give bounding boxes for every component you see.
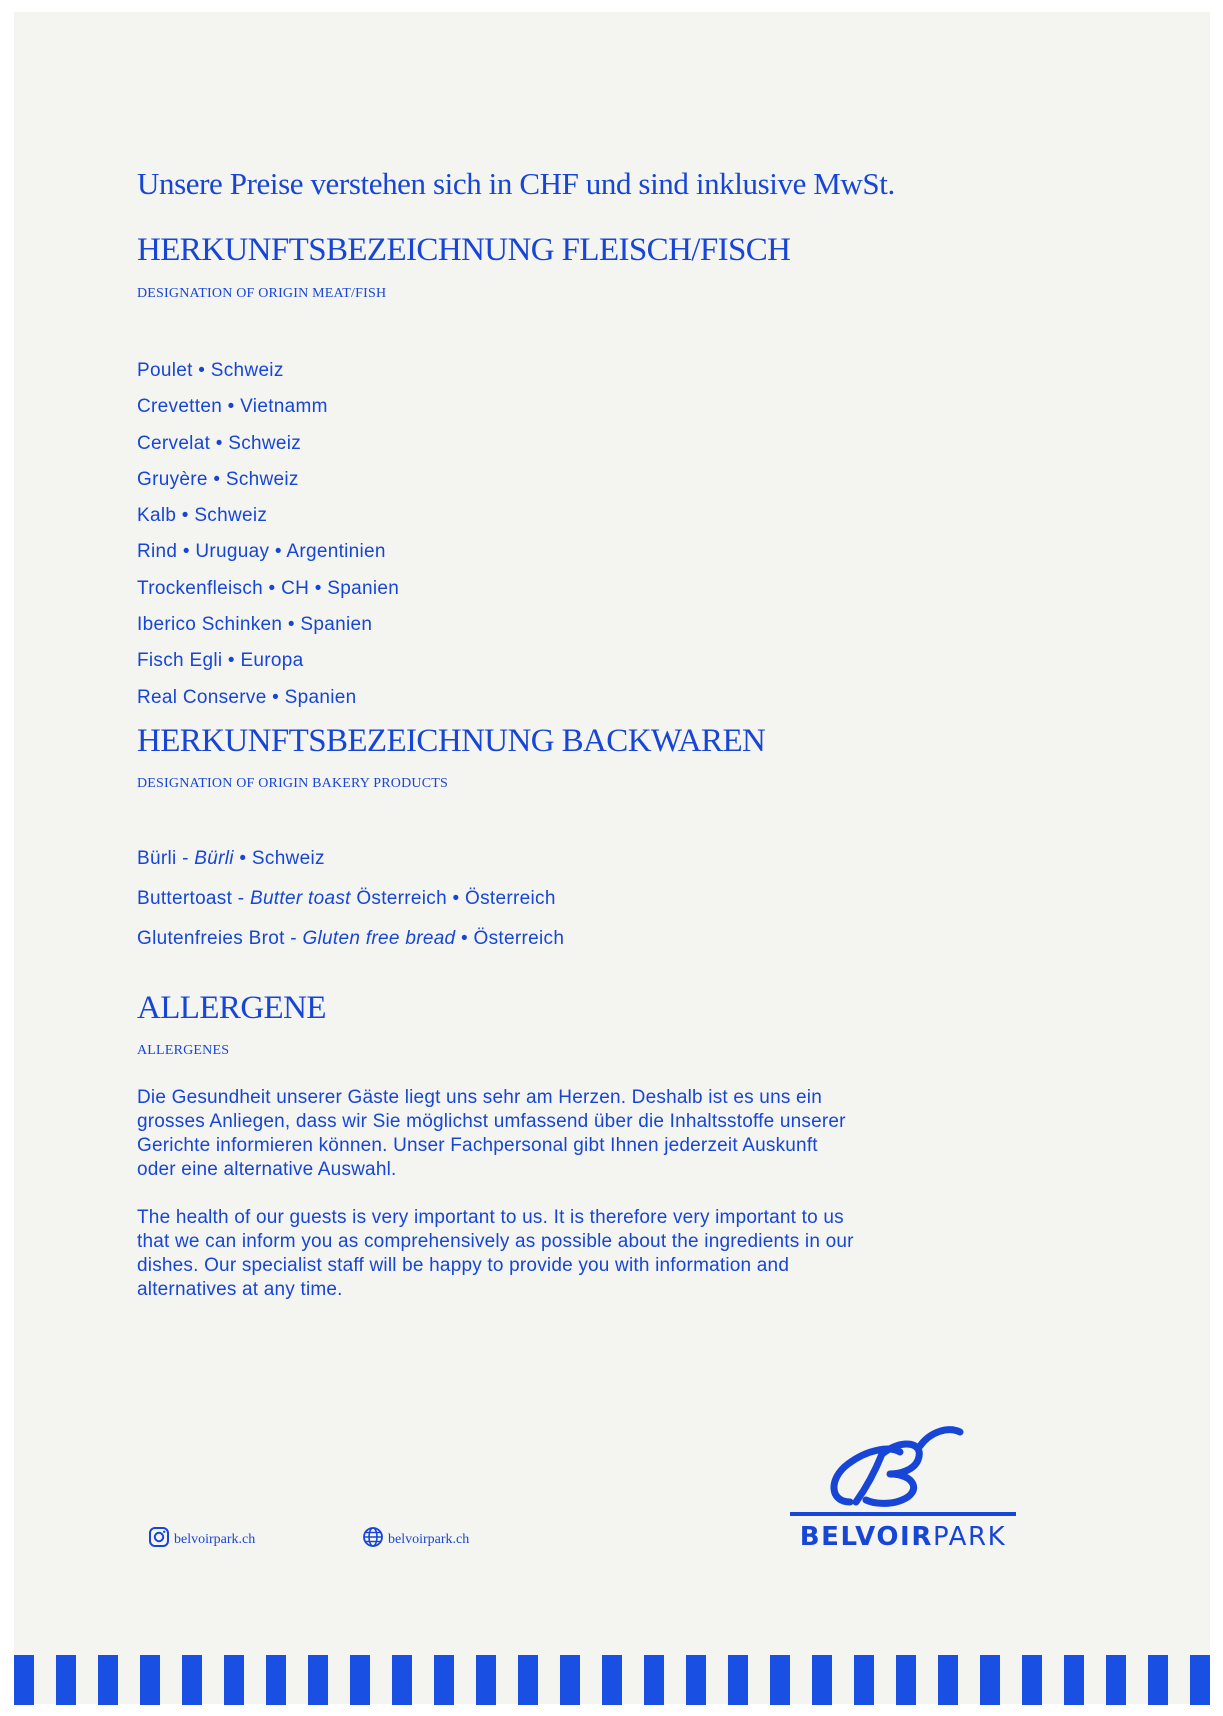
list-item: Poulet • Schweiz	[137, 360, 284, 381]
globe-icon	[362, 1526, 384, 1553]
list-item: Iberico Schinken • Spanien	[137, 614, 373, 636]
instagram-handle: belvoirpark.ch	[174, 1531, 256, 1547]
allergens-text-en: The health of our guests is very important to us. It is therefore very important to us that we can inform you as comprehensively as possible about the ingredients in our dishes. Our specialist staff will be happy to provide you with information and alternatives at any time.	[137, 1207, 854, 1300]
list-item: Glutenfreies Brot - Gluten free bread • Österreich	[137, 928, 565, 949]
meat-fish-subheading: DESIGNATION OF ORIGIN MEAT/FISH	[137, 286, 387, 301]
list-item: Rind • Uruguay • Argentinien	[137, 541, 386, 563]
list-item: Kalb • Schweiz	[137, 505, 268, 527]
list-item: Bürli - Bürli • Schweiz	[137, 848, 325, 869]
list-item: Trockenfleisch • CH • Spanien	[137, 577, 400, 599]
list-item: Cervelat • Schweiz	[137, 432, 302, 454]
logo-rule	[790, 1512, 1016, 1516]
bakery-subheading: DESIGNATION OF ORIGIN BAKERY PRODUCTS	[137, 776, 449, 791]
bakery-heading: HERKUNFTSBEZEICHNUNG BACKWAREN	[137, 723, 766, 759]
meat-fish-list	[137, 360, 399, 723]
instagram-icon	[148, 1526, 170, 1553]
website-url: belvoirpark.ch	[388, 1531, 470, 1547]
meat-fish-heading: HERKUNFTSBEZEICHNUNG FLEISCH/FISCH	[137, 232, 791, 268]
allergens-heading: ALLERGENE	[137, 990, 326, 1026]
allergens-text-de: Die Gesundheit unserer Gäste liegt uns sehr am Herzen. Deshalb ist es uns ein grosses Anliegen, dass wir Sie möglichst umfassend über die Inhaltsstoffe unserer Gerichte informieren können. Unser Fachpersonal gibt Ihnen jederzeit Auskunft oder eine alternative Auswahl.	[137, 1087, 846, 1180]
monogram-icon	[790, 1424, 1016, 1510]
bottom-stripe-border	[14, 1655, 1210, 1705]
list-item: Buttertoast - Butter toast Österreich • Österreich	[137, 888, 556, 909]
list-item: Gruyère • Schweiz	[137, 468, 299, 490]
website-link[interactable]	[362, 1526, 469, 1553]
bakery-list	[137, 848, 564, 968]
allergens-subheading: ALLERGENES	[137, 1043, 230, 1058]
belvoirpark-logo	[790, 1424, 1016, 1552]
list-item: Real Conserve • Spanien	[137, 686, 357, 708]
logo-wordmark: BELVOIRPARK	[799, 1522, 1007, 1552]
list-item: Crevetten • Vietnamm	[137, 396, 328, 418]
list-item: Fisch Egli • Europa	[137, 650, 304, 672]
price-note: Unsere Preise verstehen sich in CHF und sind inklusive MwSt.	[137, 166, 895, 201]
instagram-link[interactable]	[148, 1526, 255, 1553]
